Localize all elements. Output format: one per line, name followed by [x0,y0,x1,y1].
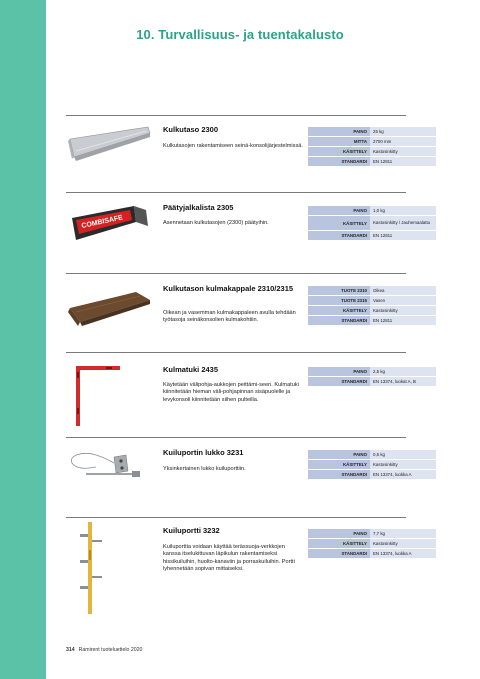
spec-row [308,127,436,137]
product-title: Kuiluportti 3232 [163,526,220,535]
spec-row [308,137,436,147]
spec-value: EN 13374, luokka A [370,549,436,559]
spec-value: EN 13374, luokat A, B [370,377,436,387]
product-title: Kulkutaso 2300 [163,125,219,134]
spec-row [308,470,436,480]
product-description: Kuiluporttia voidaan käyttää terässuoja-verkkojen kanssa itselukittuvan läpikulun rakentamiseksi hissikuiluihin, huolto-kanaviin ja porraskuiluihin. Portti lyhennetään sopivan mittaiseksi. [163,544,295,573]
divider [66,517,406,518]
spec-key: STANDARDI [308,470,370,480]
product-title: Kulkutason kulmakappale 2310/2315 [163,284,294,293]
spec-row [308,296,436,306]
spec-value: EN 12811 [370,157,436,167]
page-footer [66,647,142,653]
product-title: Kuiluportin lukko 3231 [163,448,244,457]
spec-row [308,367,436,377]
divider [66,437,406,438]
spec-table [308,367,436,387]
spec-value: 2700 mm [370,137,436,147]
spec-value: Kastosinkitty [370,306,436,316]
divider [66,352,406,353]
product-title: Päätyjalkalista 2305 [163,203,234,212]
product-description: Käytetään välipohja-aukkojen peittämi-seen. Kulmatuki kiinnitetään hieman väli-pohjapinnan sisäpuolelle ja levykonsoli kiinnitetään siihen pulteilla. [163,382,299,403]
spec-key: PAINO [308,206,370,216]
spec-row [308,529,436,539]
spec-row [308,147,436,157]
divider [66,273,406,274]
product-description: Yksinkertainen lukko kuiluporttiin. [163,466,246,472]
spec-value: 1,0 kg [370,206,436,216]
spec-value: EN 12811 [370,316,436,326]
spec-value: Kastosinkitty [370,460,436,470]
spec-table [308,529,436,559]
spec-key: PAINO [308,127,370,137]
spec-key: KÄSITTELY [308,216,370,231]
divider [66,192,406,193]
spec-key: PAINO [308,450,370,460]
spec-key: PAINO [308,367,370,377]
spec-value: EN 13374, luokka A [370,470,436,480]
spec-value: 7,7 kg [370,529,436,539]
spec-key: STANDARDI [308,377,370,387]
spec-key: TUOTE 2310 [308,286,370,296]
spec-row [308,460,436,470]
spec-key: STANDARDI [308,231,370,241]
spec-table [308,450,436,480]
spec-value: Kastosinkitty / Jauhemaalattu [370,216,436,231]
spec-table [308,127,436,167]
product-image-kuiluportin-lukko [66,445,152,489]
spec-row [308,377,436,387]
spec-table [308,206,436,241]
product-title: Kulmatuki 2435 [163,365,219,374]
spec-key: STANDARDI [308,157,370,167]
spec-key: KÄSITTELY [308,147,370,157]
spec-value: Kastosinkitty [370,147,436,157]
spec-value: Oikea [370,286,436,296]
footer-text: Ramirent tuoteluettelo 2020 [78,647,143,653]
spec-row [308,286,436,296]
spec-row [308,231,436,241]
spec-key: STANDARDI [308,549,370,559]
spec-value: Vasen [370,296,436,306]
product-image-kuiluportti [66,520,152,618]
spec-key: KÄSITTELY [308,460,370,470]
spec-key: STANDARDI [308,316,370,326]
spec-key: TUOTE 2315 [308,296,370,306]
sidebar-band [0,0,46,679]
spec-row [308,157,436,167]
spec-row [308,216,436,231]
product-description: Kulkutasojen rakentamiseen seinä-konsolijärjestelmissä. [163,143,303,149]
spec-key: KÄSITTELY [308,539,370,549]
product-image-paatyjalkalista [66,200,152,246]
spec-value: 0,5 kg [370,450,436,460]
product-image-kulmakappale [66,282,152,332]
product-image-kulmatuki [66,360,152,430]
spec-value: EN 12811 [370,231,436,241]
spec-row [308,316,436,326]
page-title: 10. Turvallisuus- ja tuentakalusto [136,27,344,42]
product-description: Oikean ja vasemman kulmakappaleen avulla tehdään työtasoja seinäkonsolien kulmakohtiin. [163,310,296,324]
spec-value: Kastosinkitty [370,539,436,549]
spec-row [308,539,436,549]
page-number: 314 [66,647,75,653]
spec-key: KÄSITTELY [308,306,370,316]
spec-value: 25 kg [370,127,436,137]
spec-value: 2,5 kg [370,367,436,377]
spec-table [308,286,436,326]
divider [66,115,406,116]
spec-key: PAINO [308,529,370,539]
spec-row [308,549,436,559]
product-description: Asennetaan kulkutasojen (2300) päätyihin. [163,220,269,226]
spec-row [308,450,436,460]
spec-row [308,306,436,316]
spec-row [308,206,436,216]
spec-key: MITTA [308,137,370,147]
product-image-kulkutaso [66,121,152,167]
product-image-logo-text: COMBISAFE [80,214,124,230]
